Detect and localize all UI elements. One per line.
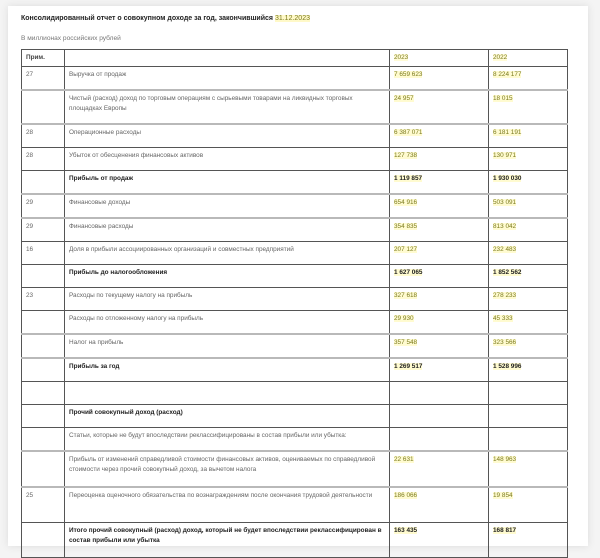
- row-note: 27: [22, 67, 65, 91]
- table-row: [22, 67, 568, 91]
- row-value-2022: 168 817: [489, 523, 568, 558]
- table-row: [22, 288, 568, 311]
- row-label: Прибыль за год: [65, 358, 390, 382]
- row-note: [22, 382, 65, 405]
- row-label: Финансовые расходы: [65, 218, 390, 242]
- table-row: [22, 311, 568, 335]
- row-label: [65, 382, 390, 405]
- row-note: 16: [22, 242, 65, 265]
- row-value-2023: 1 119 857: [390, 171, 489, 195]
- table-row: [22, 334, 568, 358]
- table-row: [22, 358, 568, 382]
- row-label: Прибыль до налогообложения: [65, 265, 390, 288]
- column-header-note: Прим.: [22, 50, 65, 67]
- column-header-2022: 2022: [489, 50, 568, 67]
- units-note: В миллионах российских рублей: [21, 35, 121, 42]
- table-row: [22, 90, 568, 124]
- table-row: [22, 451, 568, 487]
- table-row: [22, 124, 568, 148]
- row-value-2022: 1 930 030: [489, 171, 568, 195]
- row-label: Прибыль от продаж: [65, 171, 390, 195]
- row-note: [22, 171, 65, 195]
- income-statement-table: [21, 49, 568, 558]
- row-value-2022: 323 566: [489, 334, 568, 358]
- row-note: 29: [22, 218, 65, 242]
- row-value-2023: 127 738: [390, 148, 489, 171]
- column-header-2023: 2023: [390, 50, 489, 67]
- report-title-text: Консолидированный отчет о совокупном доходе за год, закончившийся: [21, 15, 273, 22]
- row-label: Прибыль от изменений справедливой стоимости финансовых активов, оцениваемых по справедливой стоимости через прочий совокупный доход, за вычетом налога: [65, 451, 390, 487]
- row-value-2023: 163 435: [390, 523, 489, 558]
- row-value-2023: 327 618: [390, 288, 489, 311]
- row-note: [22, 405, 65, 428]
- row-note: [22, 311, 65, 335]
- row-value-2023: 29 930: [390, 311, 489, 335]
- table-row: [22, 194, 568, 218]
- row-label: Прочий совокупный доход (расход): [65, 405, 390, 428]
- row-value-2022: 148 963: [489, 451, 568, 487]
- row-value-2023: 357 548: [390, 334, 489, 358]
- row-label: Статьи, которые не будут впоследствии реклассифицированы в состав прибыли или убытка:: [65, 428, 390, 452]
- table-row: [22, 218, 568, 242]
- row-value-2022: 130 971: [489, 148, 568, 171]
- report-title: [21, 15, 310, 22]
- row-label: Финансовые доходы: [65, 194, 390, 218]
- row-label: Операционные расходы: [65, 124, 390, 148]
- row-note: [22, 358, 65, 382]
- row-value-2023: [390, 405, 489, 428]
- row-value-2023: 22 631: [390, 451, 489, 487]
- table-row: [22, 428, 568, 452]
- row-note: [22, 334, 65, 358]
- table-row: [22, 171, 568, 195]
- row-value-2022: [489, 382, 568, 405]
- row-value-2022: 232 483: [489, 242, 568, 265]
- row-value-2022: 19 854: [489, 487, 568, 523]
- table-row: [22, 405, 568, 428]
- row-value-2022: 18 015: [489, 90, 568, 124]
- report-date: 31.12.2023: [274, 15, 310, 22]
- row-value-2022: 6 181 191: [489, 124, 568, 148]
- row-value-2023: 354 835: [390, 218, 489, 242]
- row-note: [22, 451, 65, 487]
- row-value-2023: 7 659 623: [390, 67, 489, 91]
- row-value-2022: 1 528 996: [489, 358, 568, 382]
- row-note: 25: [22, 487, 65, 523]
- row-label: Доля в прибыли ассоциированных организаций и совместных предприятий: [65, 242, 390, 265]
- row-label: Итого прочий совокупный (расход) доход, который не будет впоследствии реклассифицирован в состав прибыли или убытка: [65, 523, 390, 558]
- row-note: [22, 428, 65, 452]
- row-value-2022: 1 852 562: [489, 265, 568, 288]
- row-label: Налог на прибыль: [65, 334, 390, 358]
- row-note: 23: [22, 288, 65, 311]
- column-header-item: [65, 50, 390, 67]
- row-note: [22, 90, 65, 124]
- row-value-2023: 24 957: [390, 90, 489, 124]
- row-value-2023: 186 066: [390, 487, 489, 523]
- row-label: Расходы по текущему налогу на прибыль: [65, 288, 390, 311]
- row-label: Чистый (расход) доход по торговым операциям с сырьевыми товарами на ликвидных торговых площадках Европы: [65, 90, 390, 124]
- row-value-2023: 6 387 071: [390, 124, 489, 148]
- table-row: [22, 523, 568, 558]
- table-row: [22, 487, 568, 523]
- row-value-2022: [489, 405, 568, 428]
- row-label: Расходы по отложенному налогу на прибыль: [65, 311, 390, 335]
- row-value-2022: 278 233: [489, 288, 568, 311]
- table-row: [22, 148, 568, 171]
- row-note: 28: [22, 124, 65, 148]
- row-note: [22, 523, 65, 558]
- row-label: Переоценка оценочного обязательства по вознаграждениям после окончания трудовой деятельности: [65, 487, 390, 523]
- row-note: 28: [22, 148, 65, 171]
- row-value-2022: 813 042: [489, 218, 568, 242]
- row-value-2022: 8 224 177: [489, 67, 568, 91]
- row-value-2023: 207 127: [390, 242, 489, 265]
- row-value-2023: 1 627 065: [390, 265, 489, 288]
- row-note: 29: [22, 194, 65, 218]
- row-label: Убыток от обесценения финансовых активов: [65, 148, 390, 171]
- row-note: [22, 265, 65, 288]
- row-value-2022: [489, 428, 568, 452]
- row-value-2022: 503 091: [489, 194, 568, 218]
- row-value-2023: 654 916: [390, 194, 489, 218]
- table-row: [22, 242, 568, 265]
- row-value-2022: 45 333: [489, 311, 568, 335]
- row-value-2023: 1 269 517: [390, 358, 489, 382]
- row-value-2023: [390, 428, 489, 452]
- row-value-2023: [390, 382, 489, 405]
- table-row: [22, 382, 568, 405]
- table-header-row: [22, 50, 568, 67]
- table-row: [22, 265, 568, 288]
- row-label: Выручка от продаж: [65, 67, 390, 91]
